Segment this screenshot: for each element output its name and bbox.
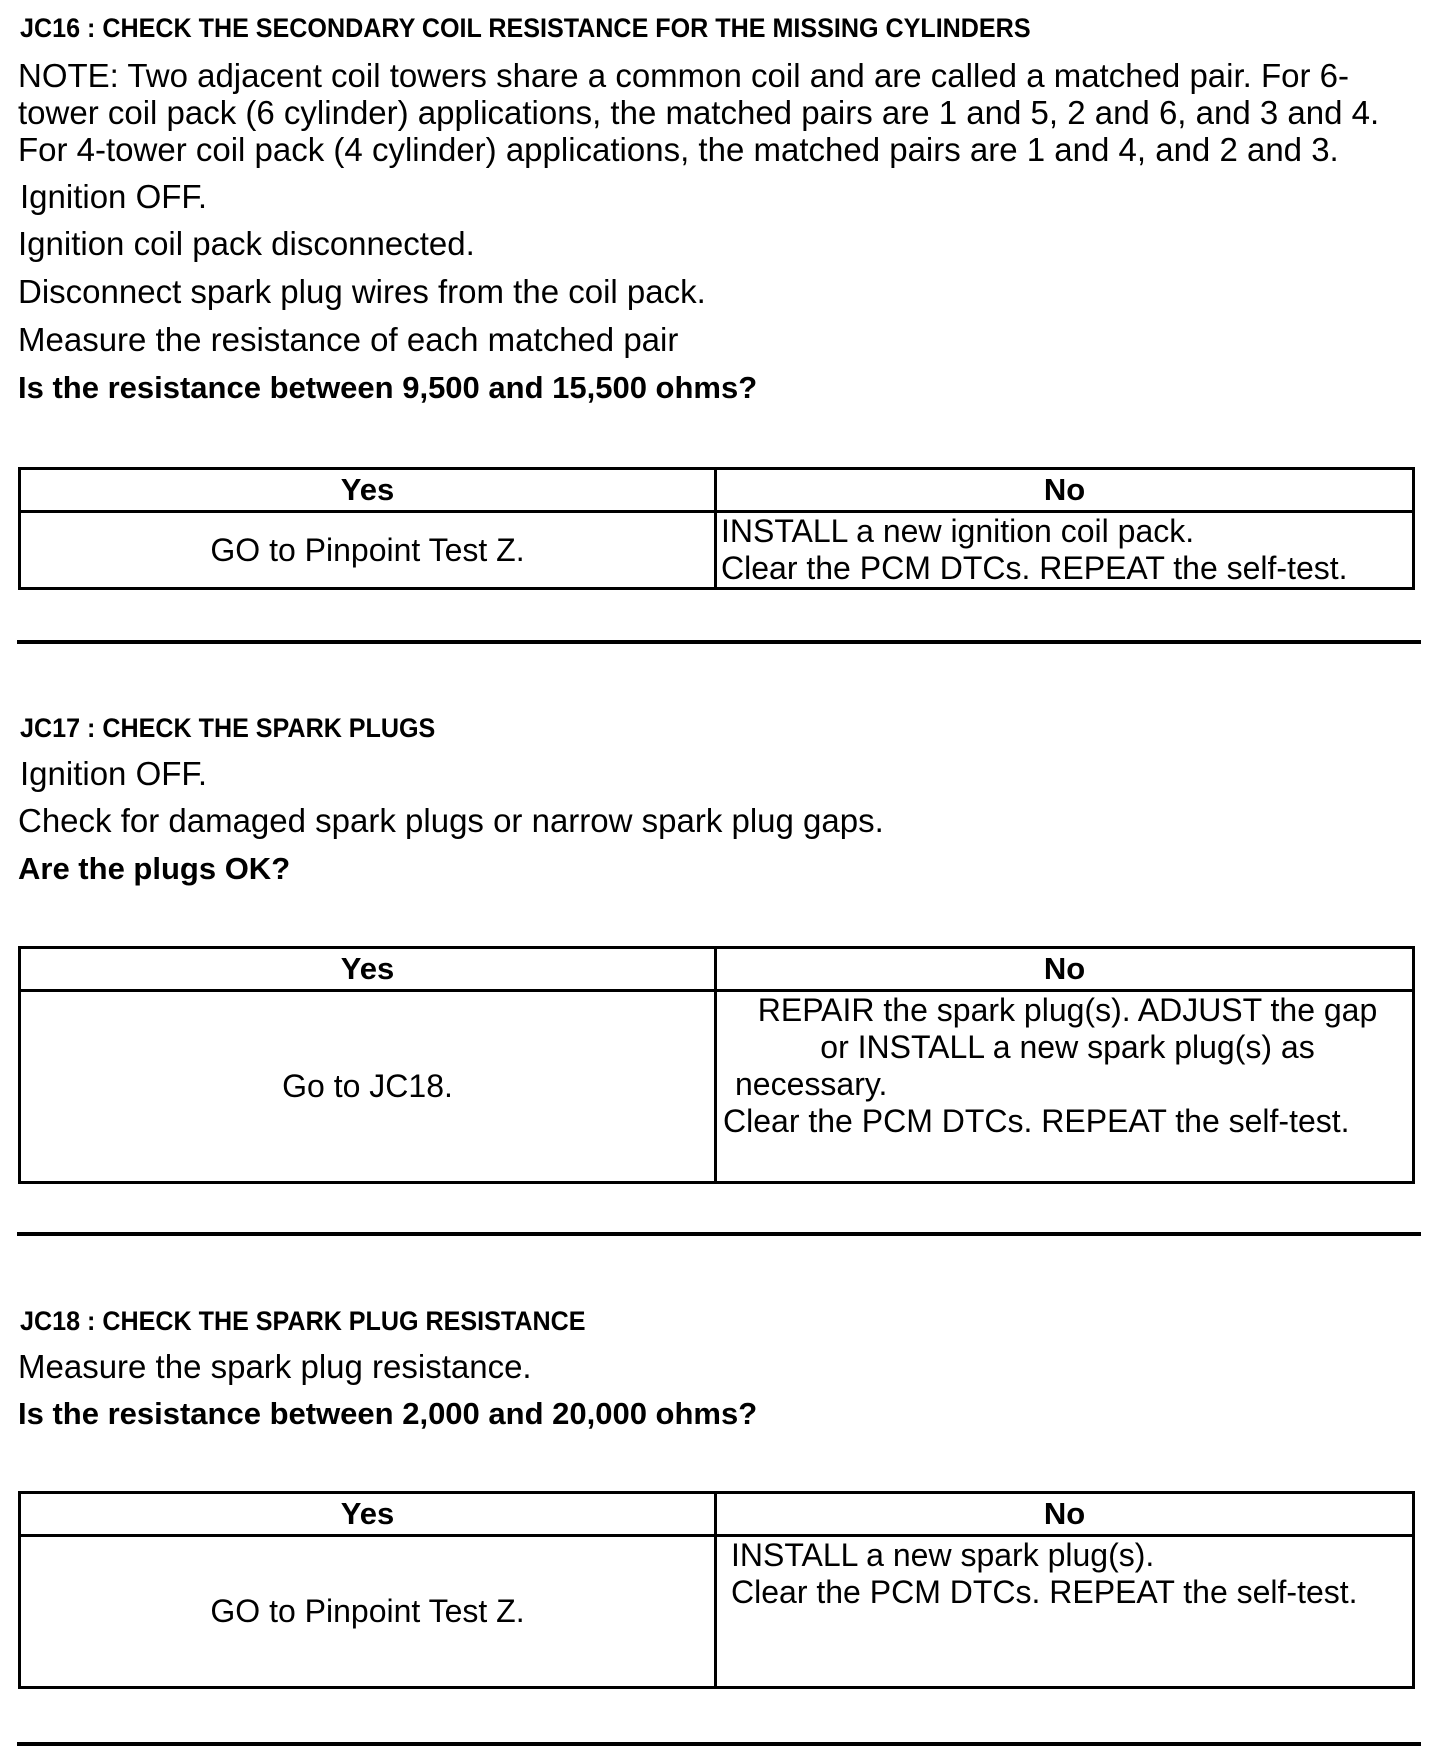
jc16-step-ignition-off: Ignition OFF.	[20, 178, 208, 215]
jc18-yes-action: GO to Pinpoint Test Z.	[20, 1536, 716, 1688]
jc17-no-header: No	[716, 948, 1414, 991]
jc18-heading: JC18 : CHECK THE SPARK PLUG RESISTANCE	[20, 1306, 586, 1336]
jc16-no-line: Clear the PCM DTCs. REPEAT the self-test.	[721, 550, 1348, 586]
jc17-yes-action: Go to JC18.	[20, 991, 716, 1183]
jc16-question: Is the resistance between 9,500 and 15,500 ohms?	[18, 370, 758, 405]
section-divider	[17, 640, 1421, 644]
jc18-step-measure: Measure the spark plug resistance.	[18, 1348, 532, 1385]
jc16-yes-action: GO to Pinpoint Test Z.	[20, 512, 716, 589]
jc16-no-line: INSTALL a new ignition coil pack.	[721, 513, 1195, 549]
section-divider	[17, 1742, 1421, 1746]
jc17-no-line: or INSTALL a new spark plug(s) as	[820, 1029, 1315, 1065]
jc16-note-line: tower coil pack (6 cylinder) applications, the matched pairs are 1 and 5, 2 and 6, and 3 and 4.	[18, 94, 1380, 131]
jc17-yes-no-table	[18, 946, 1415, 1184]
jc17-no-action	[716, 991, 1414, 1183]
jc16-yes-no-table	[18, 467, 1415, 590]
jc17-no-line: Clear the PCM DTCs. REPEAT the self-test.	[723, 1103, 1350, 1139]
jc16-heading: JC16 : CHECK THE SECONDARY COIL RESISTANCE FOR THE MISSING CYLINDERS	[20, 13, 1031, 43]
jc17-step-check-plugs: Check for damaged spark plugs or narrow spark plug gaps.	[18, 802, 884, 839]
jc17-step-ignition-off: Ignition OFF.	[20, 755, 208, 792]
jc18-no-action	[716, 1536, 1414, 1688]
jc18-question: Is the resistance between 2,000 and 20,000 ohms?	[18, 1396, 758, 1431]
jc17-heading: JC17 : CHECK THE SPARK PLUGS	[20, 713, 436, 743]
jc16-step-disconnect-wires: Disconnect spark plug wires from the coil pack.	[18, 273, 706, 310]
jc17-no-line: REPAIR the spark plug(s). ADJUST the gap	[757, 992, 1378, 1028]
jc16-note-line: For 4-tower coil pack (4 cylinder) applications, the matched pairs are 1 and 4, and 2 and 3.	[18, 131, 1339, 168]
jc16-step-measure: Measure the resistance of each matched pair	[18, 321, 679, 358]
jc18-no-header: No	[716, 1493, 1414, 1536]
jc18-yes-header: Yes	[20, 1493, 716, 1536]
jc18-no-line: INSTALL a new spark plug(s).	[731, 1537, 1155, 1573]
jc16-step-coil-disconnected: Ignition coil pack disconnected.	[18, 225, 475, 262]
jc16-no-header: No	[716, 469, 1414, 512]
jc16-yes-header: Yes	[20, 469, 716, 512]
jc16-no-action	[716, 512, 1414, 589]
jc16-note-line: NOTE: Two adjacent coil towers share a common coil and are called a matched pair. For 6-	[18, 57, 1350, 94]
jc18-yes-no-table	[18, 1491, 1415, 1689]
section-divider	[17, 1232, 1421, 1236]
jc18-no-line: Clear the PCM DTCs. REPEAT the self-test.	[731, 1574, 1358, 1610]
jc17-no-line: necessary.	[735, 1066, 888, 1102]
jc16-note	[18, 57, 1379, 168]
jc17-question: Are the plugs OK?	[18, 851, 291, 886]
jc17-yes-header: Yes	[20, 948, 716, 991]
